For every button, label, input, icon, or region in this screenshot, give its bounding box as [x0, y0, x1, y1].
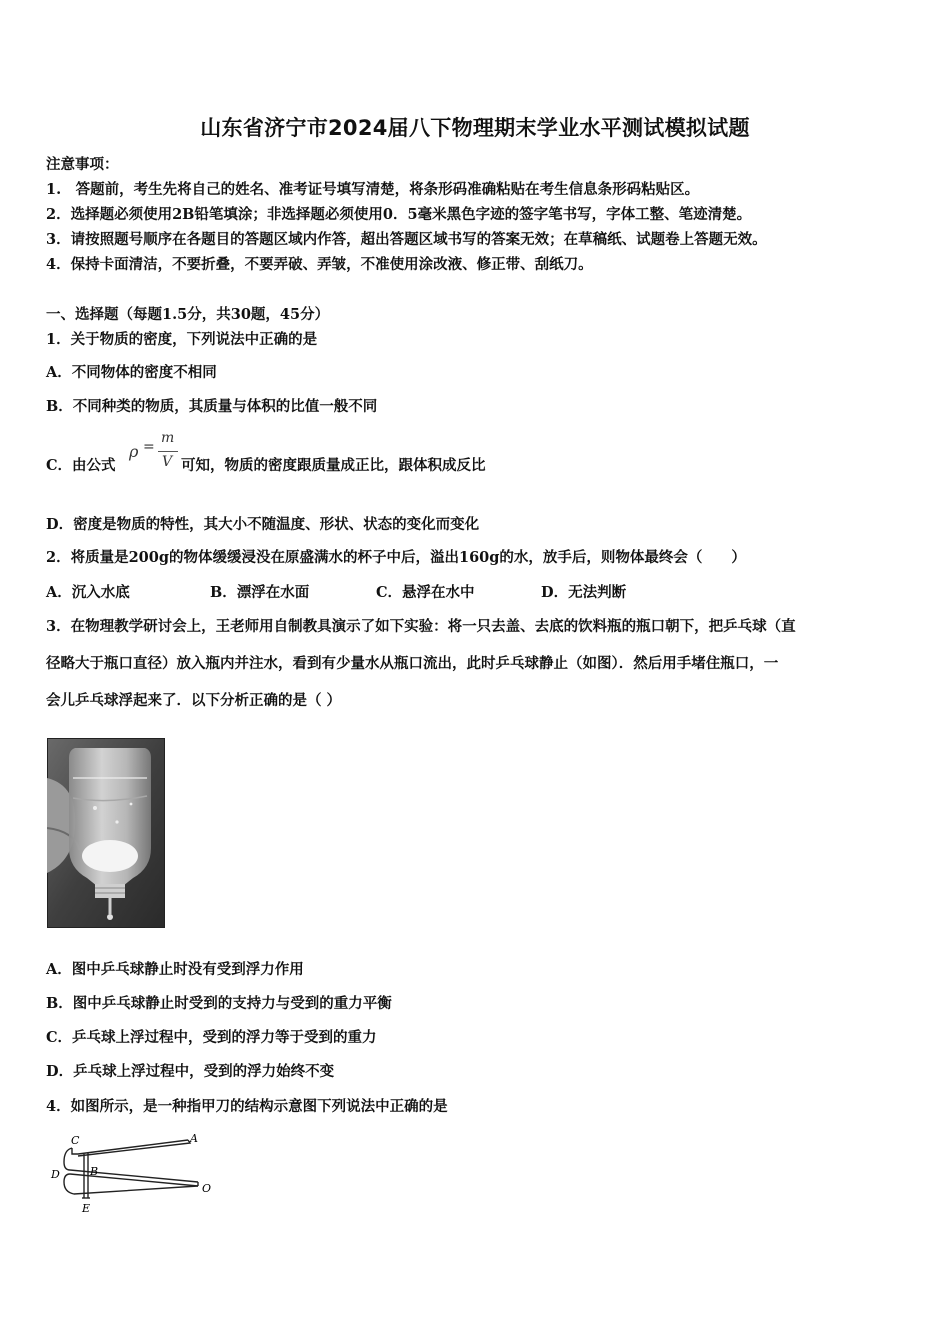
notice-item-3: 3．请按照题号顺序在各题目的答题区域内作答，超出答题区域书写的答案无效；在草稿纸、试题卷上答题无效。	[46, 231, 767, 248]
label-d: D	[51, 1168, 60, 1181]
q3-stem-line3: 会儿乒乓球浮起来了．以下分析正确的是（ ）	[46, 692, 342, 709]
notice-item-2: 2．选择题必须使用2B铅笔填涂；非选择题必须使用0．5毫米黑色字迹的签字笔书写，字体工整、笔迹清楚。	[46, 206, 752, 223]
formula-equals: =	[143, 439, 155, 455]
page-title: 山东省济宁市2024届八下物理期末学业水平测试模拟试题	[200, 116, 750, 140]
formula-denominator: V	[162, 454, 173, 470]
notice-item-1: 1. 答题前，考生先将自己的姓名、准考证号填写清楚，将条形码准确粘贴在考生信息条形码粘贴区。	[46, 181, 700, 198]
q1-option-c-suffix: 可知，物质的密度跟质量成正比，跟体积成反比	[181, 457, 486, 474]
q1-option-c-prefix: C．由公式	[46, 457, 116, 474]
q3-option-b: B．图中乒乓球静止时受到的支持力与受到的重力平衡	[46, 995, 392, 1012]
density-formula	[126, 430, 180, 474]
q3-stem-line2: 径略大于瓶口直径）放入瓶内并注水，看到有少量水从瓶口流出，此时乒乓球静止（如图）．然后用手堵住瓶口，一	[46, 655, 779, 672]
q4-stem: 4．如图所示，是一种指甲刀的结构示意图下列说法中正确的是	[46, 1098, 448, 1115]
q2-stem: 2．将质量是200g的物体缓缓浸没在原盛满水的杯子中后，溢出160g的水，放手后，则物体最终会（ ）	[46, 549, 746, 566]
notice-item-4: 4．保持卡面清洁，不要折叠，不要弄破、弄皱，不准使用涂改液、修正带、刮纸刀。	[46, 256, 593, 273]
q2-option-d: D．无法判断	[541, 584, 627, 601]
q3-option-c: C．乒乓球上浮过程中，受到的浮力等于受到的重力	[46, 1029, 377, 1046]
q1-option-d: D．密度是物质的特性，其大小不随温度、形状、状态的变化而变化	[46, 516, 480, 533]
q3-option-d: D．乒乓球上浮过程中，受到的浮力始终不变	[46, 1063, 335, 1080]
label-e: E	[82, 1202, 91, 1215]
q2-option-b: B．漂浮在水面	[210, 584, 310, 601]
q1-option-a: A．不同物体的密度不相同	[46, 364, 217, 381]
formula-numerator: m	[161, 430, 175, 446]
formula-rho: ρ	[129, 442, 139, 461]
bottle-experiment-photo	[47, 738, 165, 928]
label-o: O	[202, 1182, 212, 1195]
q3-stem-line1: 3．在物理教学研讨会上，王老师用自制教具演示了如下实验：将一只去盖、去底的饮料瓶的瓶口朝下，把乒乓球（直	[46, 618, 796, 635]
q2-option-c: C．悬浮在水中	[376, 584, 475, 601]
nail-clipper-diagram	[48, 1130, 218, 1215]
label-a: A	[190, 1132, 198, 1145]
q2-option-a: A．沉入水底	[46, 584, 130, 601]
section-heading: 一、选择题（每题1.5分，共30题，45分）	[46, 306, 330, 323]
label-c: C	[71, 1134, 80, 1147]
q3-option-a: A．图中乒乓球静止时没有受到浮力作用	[46, 961, 304, 978]
label-b: B	[90, 1165, 99, 1178]
formula-fraction-bar	[158, 451, 178, 452]
notice-heading: 注意事项：	[46, 156, 119, 173]
q1-stem: 1．关于物质的密度，下列说法中正确的是	[46, 331, 318, 348]
q1-option-b: B．不同种类的物质，其质量与体积的比值一般不同	[46, 398, 378, 415]
